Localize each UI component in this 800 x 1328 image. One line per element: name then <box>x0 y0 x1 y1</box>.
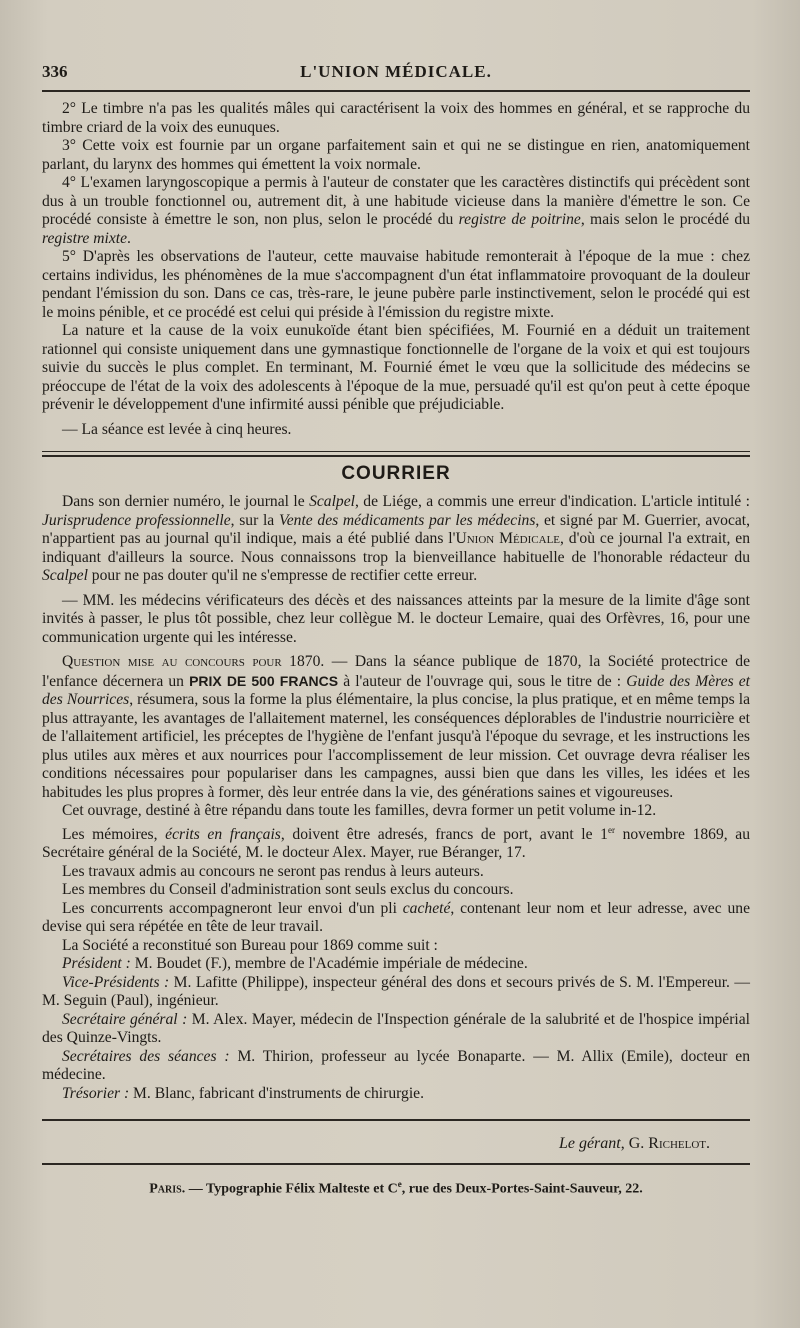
text-run: , de Liége, a commis une erreur d'indication. L'article intitulé : <box>354 493 750 510</box>
text-run: , et signé par M. Guerrier, avocat, n'appartient pas au journal qu'il indique, mais a été publié dans l' <box>42 511 751 547</box>
paragraph-bureau: La Société a reconstitué son Bureau pour 1869 comme suit : <box>62 936 438 954</box>
text-run: , sur la <box>230 511 279 529</box>
role-holder: M. Lafitte (Philippe), inspecteur général des dons et secours privés de S. M. l'Empereur. — M. Seguin (Paul), ingénieur. <box>42 973 750 1010</box>
superscript: e <box>397 1179 402 1190</box>
text-run: , résumera, sous la forme la plus élémentaire, la plus concise, la plus pratique, et en même temps la plus attrayante, les avantages de l'allaitement maternel, les conséquences déplorables de l'industrie nourricière et de l'allaitement artificiel, les préceptes de l'hygiène de l'enfant jusqu'à l'époque du sevrage, et les instructions les plus utiles aux mères et aux nourrices pour l'accomplissement de leur mission. Cet ouvrage devra réaliser les conditions nécessaires pour populariser dans les campagnes, aussi bien que dans les villes, les idées et les habitudes les plus propres à former, dès leur entrée dans la vie, des générations saines et vigoureuses. <box>42 691 750 801</box>
closing-rule <box>42 1119 750 1121</box>
role-holder: M. Thirion, professeur au lycée Bonaparte. — M. Allix (Emile), docteur en médecine. <box>42 1047 750 1084</box>
italic-run: Scalpel <box>309 493 355 510</box>
page-number: 336 <box>42 62 68 81</box>
paragraph-membres: Les membres du Conseil d'administration sont seuls exclus du concours. <box>62 881 514 899</box>
signature-title: Le gérant <box>558 1135 621 1153</box>
text-run: , mais selon le procédé du <box>580 211 751 228</box>
imprint-city: Paris. <box>149 1181 186 1197</box>
journal-title: L'UNION MÉDICALE. <box>300 62 492 81</box>
paragraph-point-5: 5° D'après les observations de l'auteur, cette mauvaise habitude remonterait à l'époque de la mue : chez certains individus, les phénomènes de la mue s'accompagnent d'un état inflammatoire provoquant de la douleur pendant l'émission du son. Dans ce cas, très-rare, le jeune pubère parle instinctivement, selon le procédé qui est le moins pénible, et ce procédé est celui qui préside à l'émission du registre mixte. <box>42 248 750 321</box>
paragraph-ouvrage: Cet ouvrage, destiné à être répandu dans toute les familles, devra former un petit volume in-12. <box>62 802 657 819</box>
paragraph-conclusion: La nature et la cause de la voix eunukoïde étant bien spécifiées, M. Fournié en a déduit un traitement rationnel qui consiste uniquement dans une gymnastique fonctionnelle de l'organe de la voix et qui est toujours suivie du succès le plus complet. En terminant, M. Fournié émet le vœu que la sollicitude des médecins se préoccupe de l'état de la voix des adolescents à l'époque de la mue, persuadé qu'il est qu'on peut à cette époque prévenir le développement d'une infirmité aussi pénible que préjudiciable. <box>42 322 750 413</box>
paragraph-concurrents <box>42 900 750 937</box>
paragraph-memoires <box>42 821 750 863</box>
superscript: er <box>607 824 615 835</box>
role-holder: M. Blanc, fabricant d'instruments de chirurgie. <box>129 1084 424 1102</box>
article-body <box>42 100 750 439</box>
italic-run: Jurisprudence professionnelle <box>42 511 231 529</box>
italic-run: cacheté <box>402 899 451 917</box>
paragraph-point-3: 3° Cette voix est fournie par un organe parfaitement sain et qui ne se distingue en rien, anatomiquement parlant, du larynx des hommes qui émettent la voix normale. <box>42 137 750 173</box>
smallcaps-run: Question mise au concours pour <box>62 653 282 670</box>
role-label: Trésorier : <box>62 1084 130 1102</box>
prize-amount: PRIX DE 500 FRANCS <box>189 672 339 689</box>
text-run: , d'où ce journal l'a extrait, en indiquant d'ailleurs la source. Nous connaissons trop la bienveillance habituelle de l'honorable rédacteur du <box>42 530 750 566</box>
page-header <box>42 62 750 88</box>
text-run: , doivent être adresés, francs de port, avant le 1 <box>280 825 608 843</box>
text-run: , contenant leur nom et leur adresse, avec une devise qui sera répétée en tête de leur travail. <box>42 899 750 936</box>
paragraph-point-4 <box>42 174 750 248</box>
header-rule <box>42 90 750 92</box>
signature-line <box>42 1135 750 1153</box>
text-run: 1870. — Dans la séance publique de 1870, la Société protectrice de l'enfance décernera un <box>42 653 750 690</box>
text-run: 4° L'examen laryngoscopique a permis à l'auteur de constater que les caractères distinctifs qui précèdent sont dus à un trouble fonctionnel ou, autrement dit, à une habitude vicieuse dans la manière d'émettre le son. Ce procédé consiste à émettre le son, non plus, selon le procédé du <box>42 174 750 228</box>
italic-run: Vente des médicaments par les médecins <box>278 511 536 529</box>
bureau-president <box>42 955 750 974</box>
role-label: Secrétaires des séances : <box>62 1047 230 1065</box>
question-concours-paragraph <box>42 653 750 802</box>
courrier-paragraph-1 <box>42 493 750 586</box>
italic-run: Scalpel <box>42 567 88 584</box>
paragraph-point-2: 2° Le timbre n'a pas les qualités mâles qui caractérisent la voix des hommes en général, et se rapproche du timbre criard de la voix des eunuques. <box>42 100 750 136</box>
imprint-address: , rue des Deux-Portes-Saint-Sauveur, 22. <box>401 1181 643 1197</box>
italic-run: écrits en français <box>165 825 281 843</box>
bureau-secretaires-seances <box>42 1048 750 1085</box>
bureau-secretaire-general <box>42 1011 750 1048</box>
italic-run: registre mixte <box>42 229 128 247</box>
courrier-paragraph-2: — MM. les médecins vérificateurs des décès et des naissances atteints par la mesure de la limite d'âge sont invités à passer, le plus tôt possible, chez leur collègue M. le docteur Lemaire, quai des Orfèvres, 16, pour une communication urgente qui les intéresse. <box>42 591 750 646</box>
bureau-tresorier <box>42 1085 750 1104</box>
text-run: novembre 1869, au Secrétaire général de la Société, M. le docteur Alex. Mayer, rue Béranger, 17. <box>42 825 750 862</box>
text-run: Les mémoires, <box>62 825 166 843</box>
role-holder: M. Boudet (F.), membre de l'Académie impériale de médecine. <box>130 955 528 973</box>
role-label: Secrétaire général : <box>62 1010 188 1028</box>
italic-run: Guide des Mères et des Nourrices <box>42 672 750 708</box>
role-label: Vice-Présidents : <box>62 973 170 991</box>
courrier-body <box>42 493 750 1103</box>
signature-name: , G. Richelot. <box>620 1135 710 1153</box>
text-run: à l'auteur de l'ouvrage qui, sous le titre de : <box>338 672 627 690</box>
seance-closing: — La séance est levée à cinq heures. <box>62 420 292 438</box>
role-label: Président : <box>62 955 131 973</box>
imprint-text: — Typographie Félix Malteste et C <box>185 1181 398 1197</box>
text-run: pour ne pas douter qu'il ne s'empresse de rectifier cette erreur. <box>87 567 478 584</box>
role-holder: M. Alex. Mayer, médecin de l'Inspection générale de la salubrité et de l'hospice impérial des Quinze-Vingts. <box>42 1010 750 1047</box>
smallcaps-run: Union Médicale <box>455 530 561 547</box>
bureau-vice-presidents <box>42 974 750 1011</box>
section-divider <box>42 451 750 457</box>
paragraph-travaux: Les travaux admis au concours ne seront pas rendus à leurs auteurs. <box>62 862 484 880</box>
footer-rule <box>42 1163 750 1165</box>
text-run: . <box>127 229 131 247</box>
text-run: Les concurrents accompagneront leur envoi d'un pli <box>62 899 403 917</box>
text-run: Dans son dernier numéro, le journal le <box>62 493 310 510</box>
italic-run: registre de poitrine <box>458 211 581 228</box>
section-title: COURRIER <box>341 463 451 484</box>
printer-imprint <box>42 1179 750 1198</box>
